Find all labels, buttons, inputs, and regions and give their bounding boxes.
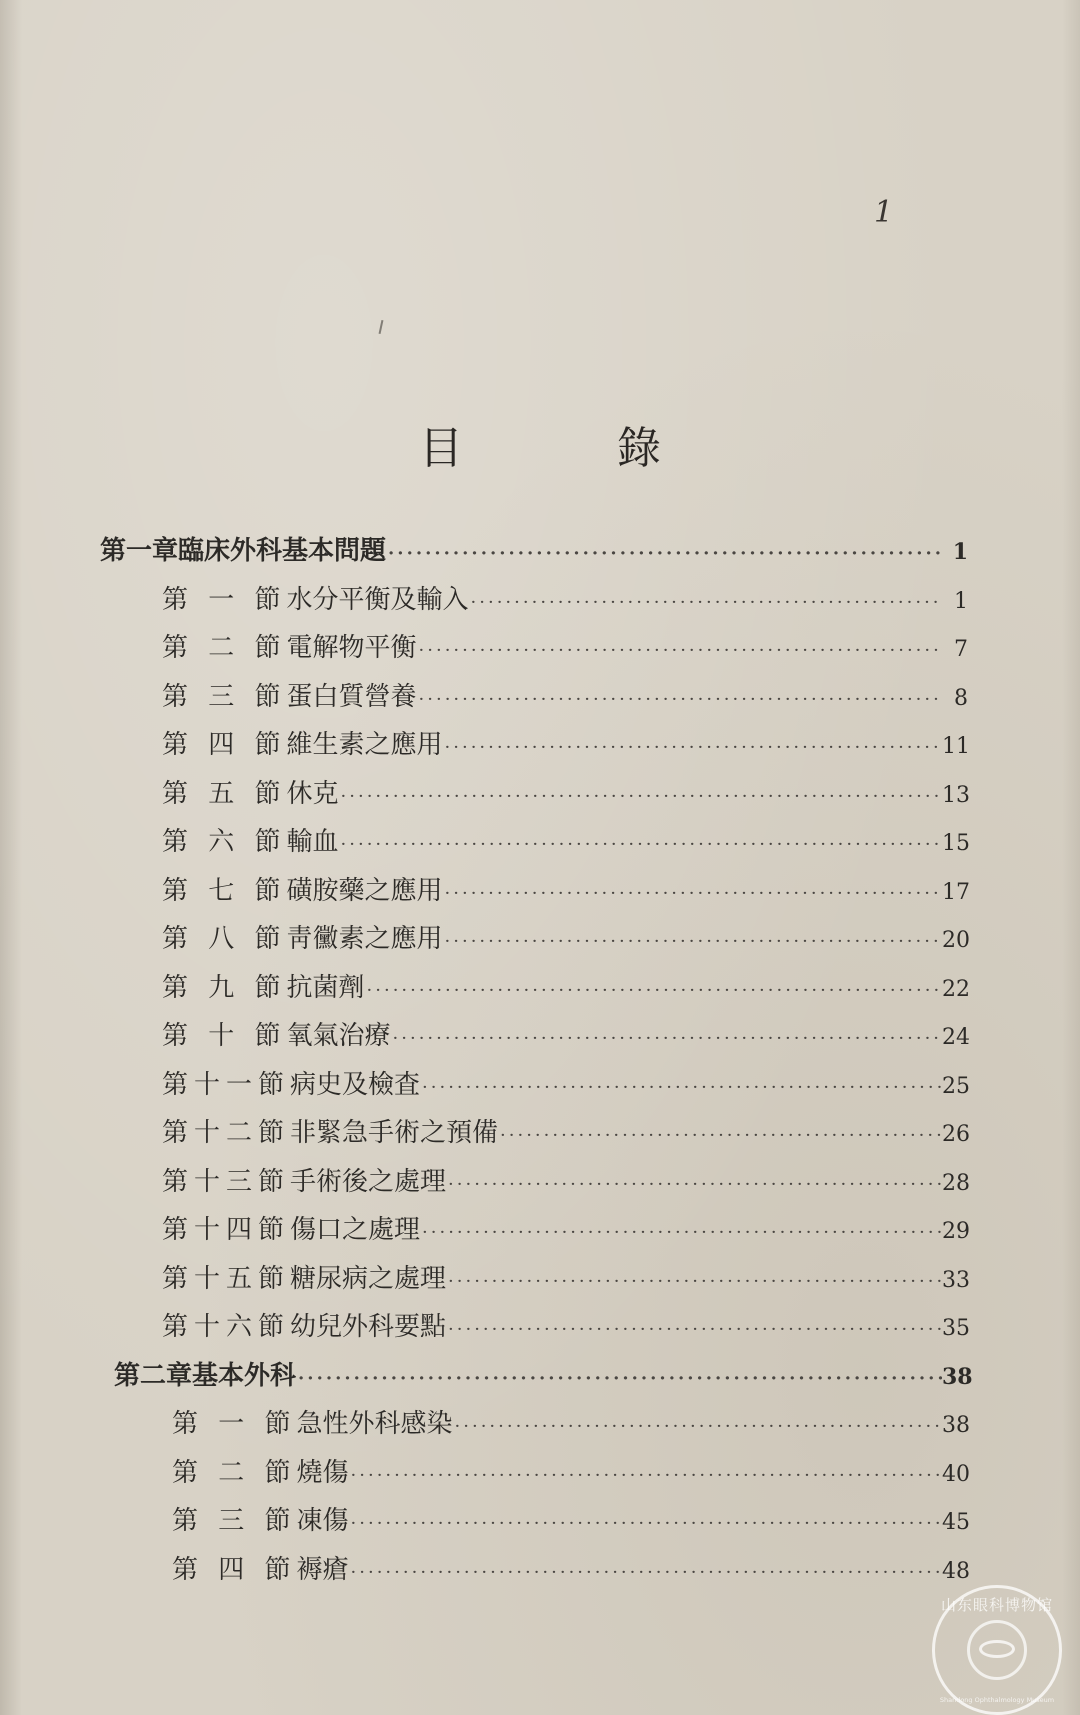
section-label: 第 四 節 bbox=[172, 1554, 297, 1585]
page-ref: 33 bbox=[942, 1267, 970, 1293]
leader-dots bbox=[349, 1452, 942, 1501]
leader-dots bbox=[453, 1403, 942, 1452]
section-label: 第 六 節 bbox=[162, 827, 287, 857]
section-name: 蛋白質營養 bbox=[286, 681, 417, 712]
toc-section-row bbox=[100, 818, 968, 867]
section-label: 第 一 節 bbox=[172, 1409, 297, 1439]
leader-dots bbox=[446, 1161, 942, 1210]
page-ref: 1 bbox=[954, 588, 968, 614]
page-ref: 38 bbox=[942, 1363, 973, 1390]
leader-dots bbox=[339, 821, 942, 870]
watermark-text: 山东眼科博物馆 bbox=[940, 1596, 1053, 1614]
page-ref: 48 bbox=[942, 1558, 970, 1584]
section-name: 維生素之應用 bbox=[286, 730, 443, 760]
chapter-label: 第二章 bbox=[114, 1360, 193, 1391]
page-ref: 15 bbox=[942, 831, 970, 856]
section-name: 電解物平衡 bbox=[286, 633, 417, 663]
section-label: 第 五 節 bbox=[162, 778, 287, 809]
toc-section-row bbox=[100, 721, 968, 770]
eye-icon bbox=[979, 1640, 1015, 1658]
section-name: 靑黴素之應用 bbox=[286, 924, 443, 954]
toc-section-row bbox=[100, 576, 968, 625]
section-name: 急性外科感染 bbox=[296, 1409, 453, 1439]
leader-dots bbox=[498, 1112, 942, 1161]
leader-dots bbox=[365, 967, 942, 1016]
section-name: 氧氣治療 bbox=[286, 1021, 391, 1051]
toc-section-row bbox=[100, 1255, 968, 1304]
leader-dots bbox=[420, 1209, 942, 1258]
page-ref: 24 bbox=[942, 1025, 970, 1050]
page-ref: 1 bbox=[952, 539, 968, 565]
leader-dots bbox=[417, 627, 942, 676]
section-label: 第 九 節 bbox=[162, 972, 287, 1003]
leader-dots bbox=[469, 579, 942, 628]
leader-dots bbox=[420, 1064, 942, 1113]
page-ref: 7 bbox=[954, 637, 968, 662]
toc-section-row bbox=[100, 1449, 968, 1498]
toc-section-row bbox=[100, 1061, 968, 1110]
handwritten-page-number: 1 bbox=[874, 195, 894, 230]
leader-dots bbox=[339, 773, 942, 822]
page-title: 目 錄 bbox=[419, 423, 731, 474]
section-label: 第 一 節 bbox=[162, 584, 287, 615]
leader-dots bbox=[349, 1549, 942, 1598]
toc-section-row bbox=[100, 1303, 968, 1352]
page-ref: 13 bbox=[942, 782, 970, 808]
section-name: 傷口之處理 bbox=[290, 1215, 421, 1245]
toc-section-row bbox=[100, 915, 968, 964]
page-ref: 45 bbox=[942, 1510, 970, 1535]
leader-dots bbox=[386, 530, 942, 579]
table-of-contents bbox=[100, 527, 973, 1594]
page-ref: 26 bbox=[942, 1122, 970, 1147]
section-label: 第 三 節 bbox=[172, 1506, 297, 1536]
section-label: 第 八 節 bbox=[162, 924, 287, 954]
page-ref: 20 bbox=[942, 928, 970, 953]
toc-section-row bbox=[100, 1497, 968, 1546]
chapter-name: 臨床外科基本問題 bbox=[178, 536, 387, 566]
section-label: 第十四節 bbox=[162, 1215, 291, 1245]
section-name: 糖尿病之處理 bbox=[290, 1263, 447, 1294]
leader-dots bbox=[349, 1500, 942, 1549]
section-name: 非緊急手術之預備 bbox=[290, 1118, 499, 1148]
section-name: 病史及檢査 bbox=[290, 1069, 421, 1100]
toc-section-row bbox=[100, 1109, 968, 1158]
section-label: 第十三節 bbox=[162, 1166, 291, 1197]
toc-section-row bbox=[100, 770, 968, 819]
section-label: 第 三 節 bbox=[162, 681, 287, 712]
section-name: 水分平衡及輸入 bbox=[286, 584, 469, 615]
ink-mark bbox=[379, 320, 384, 334]
page-ref: 22 bbox=[942, 976, 970, 1002]
section-name: 抗菌劑 bbox=[286, 972, 365, 1003]
section-name: 手術後之處理 bbox=[290, 1166, 447, 1197]
leader-dots bbox=[446, 1258, 942, 1307]
page-ref: 25 bbox=[942, 1073, 970, 1099]
watermark-subtext: Shandong Ophthalmology Museum bbox=[939, 1696, 1055, 1704]
page-ref: 35 bbox=[942, 1316, 970, 1341]
leader-dots bbox=[296, 1355, 942, 1404]
section-label: 第 十 節 bbox=[162, 1021, 287, 1051]
toc-chapter-row bbox=[100, 1352, 973, 1401]
toc-section-row bbox=[100, 1158, 968, 1207]
leader-dots bbox=[417, 676, 942, 725]
page-ref: 17 bbox=[942, 879, 970, 905]
chapter-name: 基本外科 bbox=[192, 1360, 297, 1391]
leader-dots bbox=[443, 724, 942, 773]
leader-dots bbox=[391, 1015, 942, 1064]
toc-section-row bbox=[100, 1400, 968, 1449]
toc-chapter-row bbox=[100, 527, 968, 576]
section-name: 休克 bbox=[286, 778, 339, 809]
leader-dots bbox=[443, 870, 942, 919]
chapter-label: 第一章 bbox=[100, 536, 179, 566]
museum-watermark-seal bbox=[932, 1585, 1062, 1715]
section-label: 第 七 節 bbox=[162, 875, 287, 906]
page-ref: 28 bbox=[942, 1170, 970, 1196]
leader-dots bbox=[443, 918, 942, 967]
section-name: 磺胺藥之應用 bbox=[286, 875, 443, 906]
section-label: 第十六節 bbox=[162, 1312, 291, 1342]
section-name: 幼兒外科要點 bbox=[290, 1312, 447, 1342]
page-ref: 38 bbox=[942, 1413, 970, 1438]
section-label: 第十五節 bbox=[162, 1263, 291, 1294]
toc-section-row bbox=[100, 624, 968, 673]
page-ref: 29 bbox=[942, 1219, 970, 1244]
page-ref: 8 bbox=[954, 685, 968, 711]
toc-section-row bbox=[100, 867, 968, 916]
toc-section-row bbox=[100, 1546, 968, 1595]
leader-dots bbox=[446, 1306, 942, 1355]
section-label: 第十二節 bbox=[162, 1118, 291, 1148]
section-label: 第 二 節 bbox=[162, 633, 287, 663]
section-label: 第 四 節 bbox=[162, 730, 287, 760]
toc-section-row bbox=[100, 1012, 968, 1061]
section-name: 褥瘡 bbox=[296, 1554, 349, 1585]
section-name: 凍傷 bbox=[296, 1506, 349, 1536]
page-ref: 40 bbox=[942, 1461, 970, 1487]
section-label: 第十一節 bbox=[162, 1069, 291, 1100]
toc-section-row bbox=[100, 1206, 968, 1255]
toc-section-row bbox=[100, 673, 968, 722]
page-ref: 11 bbox=[942, 734, 970, 759]
section-name: 輸血 bbox=[286, 827, 339, 857]
section-label: 第 二 節 bbox=[172, 1457, 297, 1488]
toc-section-row bbox=[100, 964, 968, 1013]
section-name: 燒傷 bbox=[296, 1457, 349, 1488]
